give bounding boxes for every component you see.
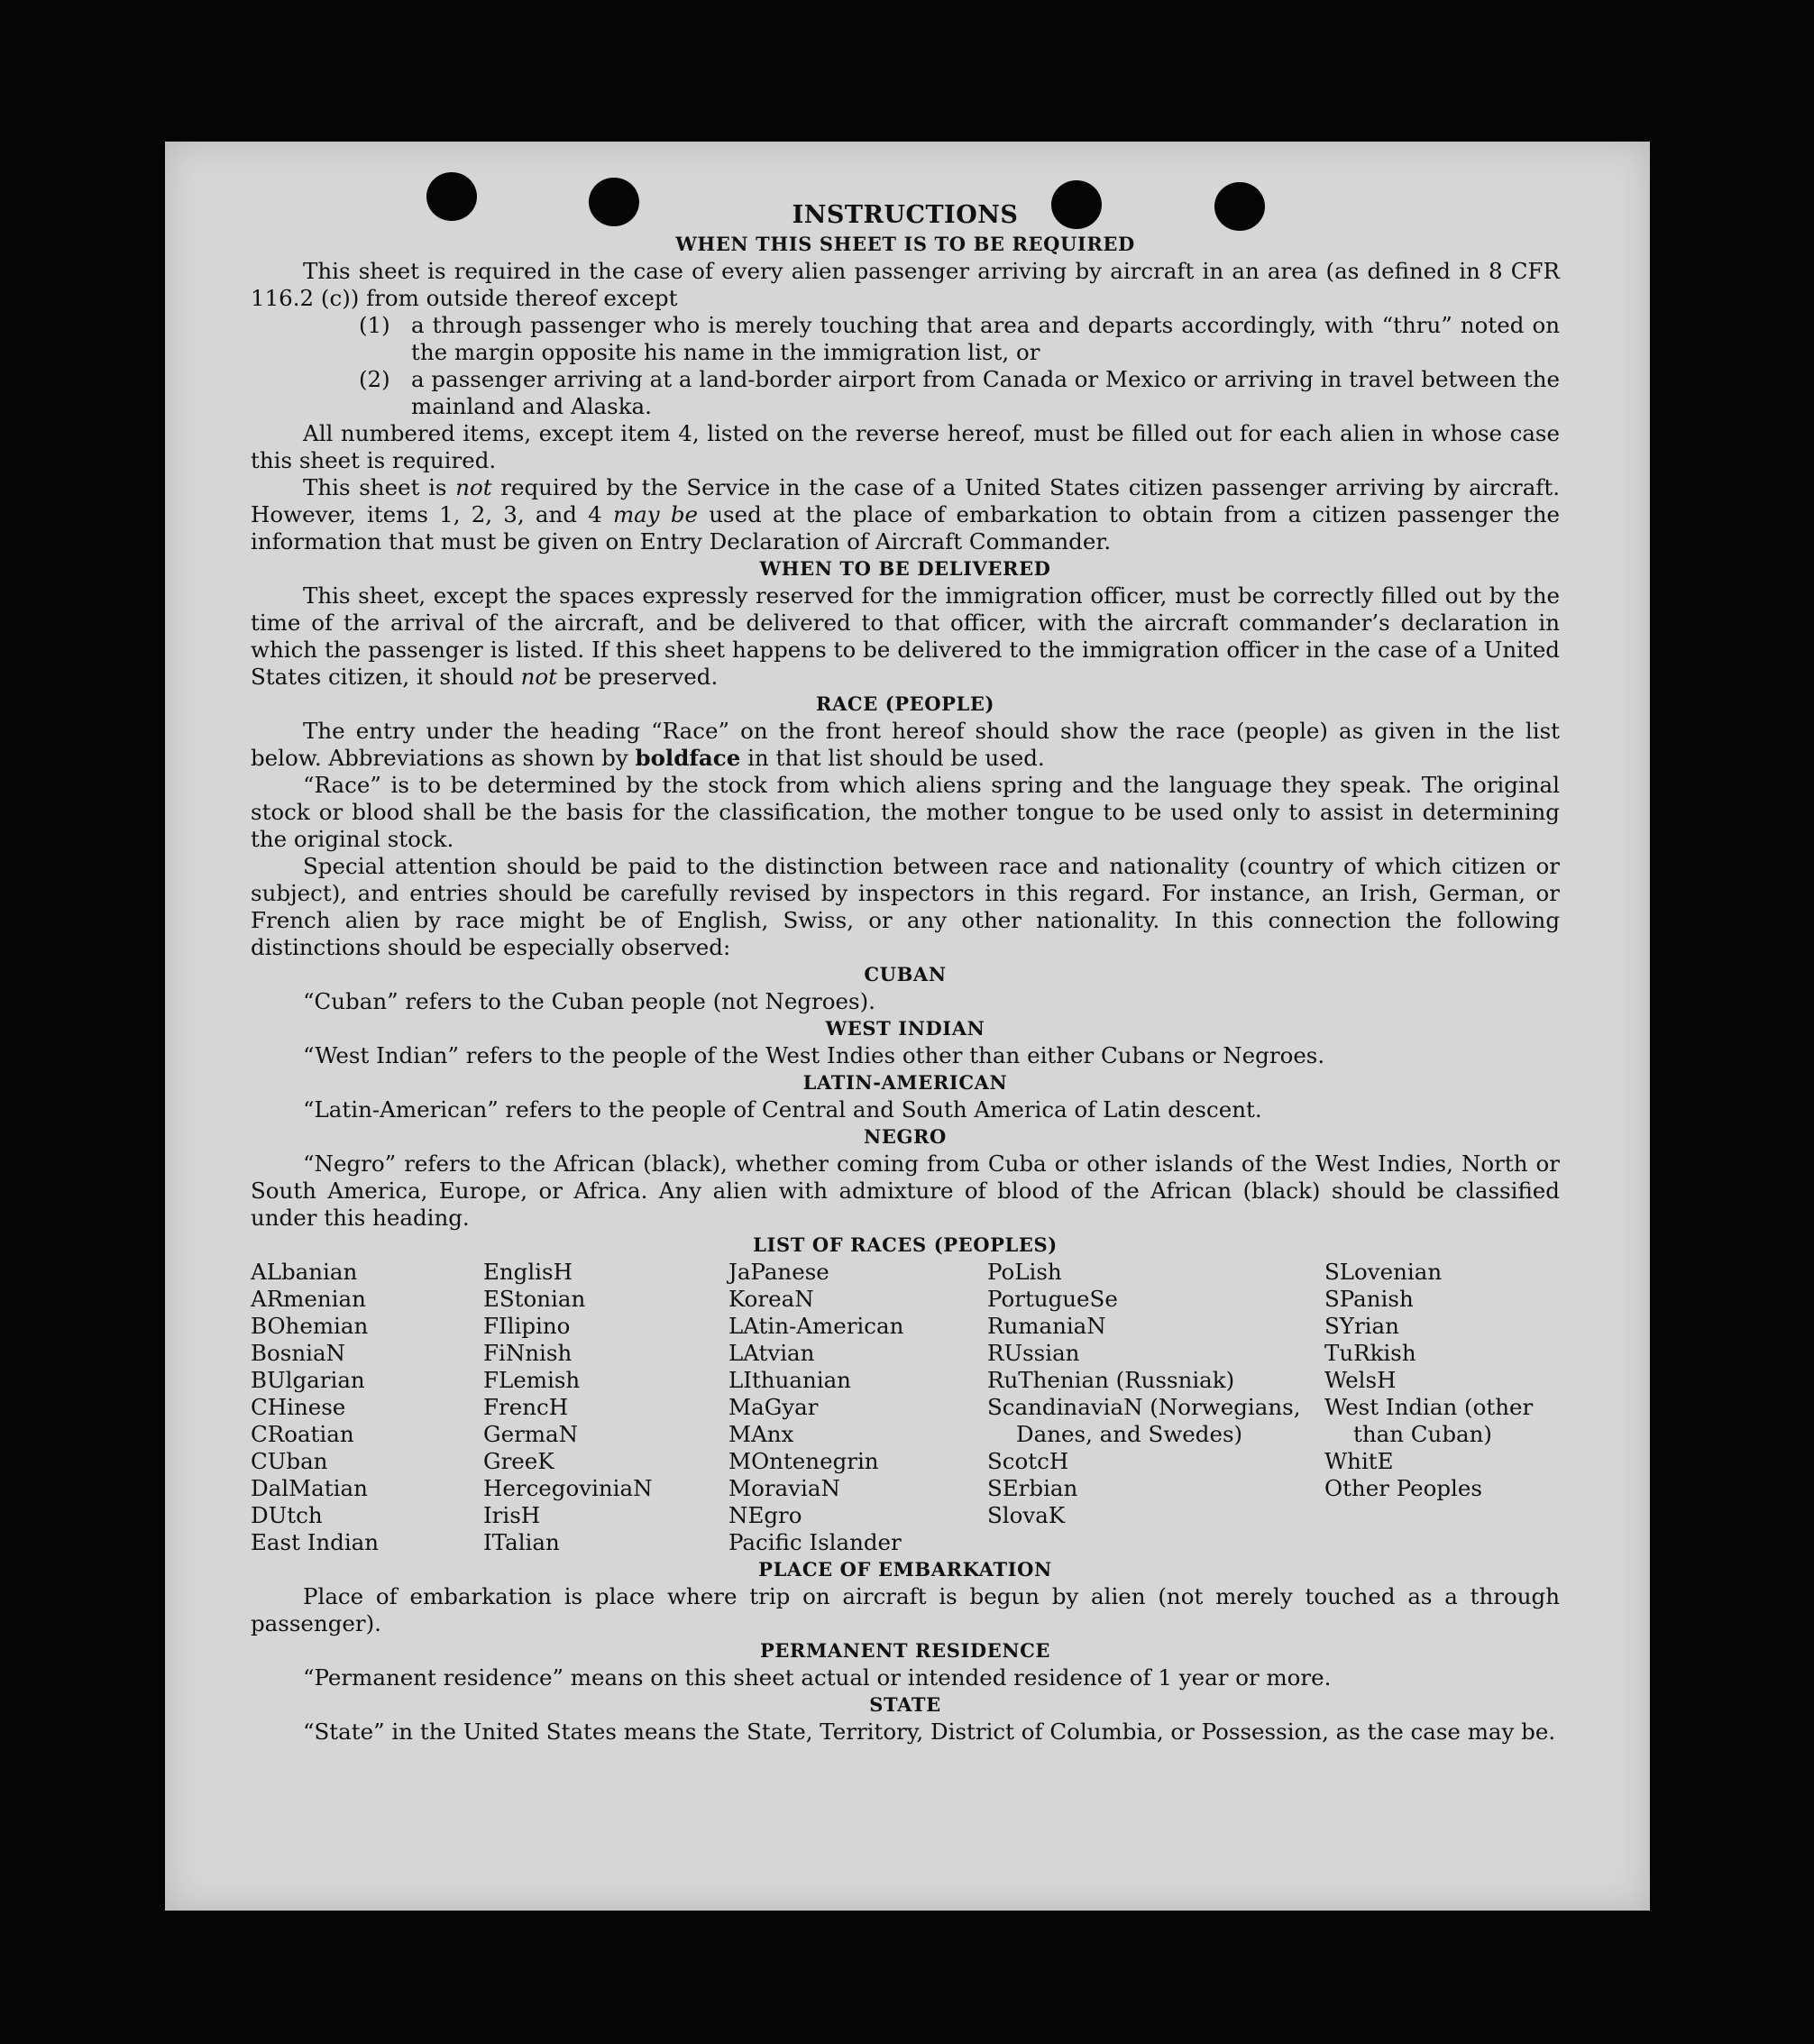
race-entry: EnglisH <box>483 1259 573 1285</box>
race-entry: JaPanese <box>728 1259 829 1285</box>
paragraph: “Race” is to be determined by the stock from which aliens spring and the language they speak. The original stock or blood shall be the basis for the classification, the mother tongue to be used only to assist in determining the original stock. <box>251 772 1560 852</box>
race-column <box>1324 1259 1560 1556</box>
race-column <box>728 1259 987 1556</box>
paragraph: This sheet is required in the case of every alien passenger arriving by aircraft in an area (as defined in 8 CFR 116.2 (c)) from outside thereof except <box>251 258 1560 311</box>
race-entry: IrisH <box>483 1502 541 1528</box>
race-entry: TuRkish <box>1324 1340 1416 1366</box>
heading-permanent-residence: PERMANENT RESIDENCE <box>759 1639 1051 1662</box>
race-entry: RumaniaN <box>987 1313 1106 1339</box>
heading-west-indian: WEST INDIAN <box>825 1017 985 1040</box>
race-entry: SLovenian <box>1324 1259 1443 1285</box>
item-number: (2) <box>359 366 390 392</box>
race-entry: LIthuanian <box>728 1367 851 1393</box>
race-entry: ALbanian <box>251 1259 358 1285</box>
race-list <box>251 1259 1560 1556</box>
text-run: The entry under the heading “Race” on the front hereof should show the race (people) as given in the list below. Abbreviations as shown by <box>251 718 1560 771</box>
paragraph: “Latin-American” refers to the people of Central and South America of Latin descent. <box>303 1096 1262 1123</box>
race-entry: FrencH <box>483 1394 569 1420</box>
heading-when-required: WHEN THIS SHEET IS TO BE REQUIRED <box>675 233 1135 255</box>
race-entry: MaGyar <box>728 1394 819 1420</box>
race-entry: CRoatian <box>251 1421 354 1447</box>
race-entry: CUban <box>251 1448 328 1474</box>
race-entry: BUlgarian <box>251 1367 365 1393</box>
text-run: used at the place of embarkation to obtain from a citizen passenger the information that must be given on Entry Declaration of Aircraft Commander. <box>251 501 1560 555</box>
race-entry: PortugueSe <box>987 1286 1118 1312</box>
emphasis: may be <box>612 501 699 527</box>
race-entry: SPanish <box>1324 1286 1414 1312</box>
race-entry: SErbian <box>987 1475 1078 1501</box>
paragraph: Special attention should be paid to the distinction between race and nationality (country of which citizen or subject), and entries should be carefully revised by inspectors in this regard. For instance, an Irish, German, or French alien by race might be of English, Swiss, or any other nationality. In this connection the following distinctions should be especially observed: <box>251 853 1560 960</box>
race-entry: BosniaN <box>251 1340 345 1366</box>
race-entry: PoLish <box>987 1259 1062 1285</box>
race-entry: RuThenian (Russniak) <box>987 1367 1235 1393</box>
race-entry: FIlipino <box>483 1313 571 1339</box>
race-entry: GermaN <box>483 1421 579 1447</box>
race-entry: West Indian (other than Cuban) <box>1324 1394 1534 1447</box>
race-entry: DalMatian <box>251 1475 368 1501</box>
race-entry: DUtch <box>251 1502 323 1528</box>
race-entry: MAnx <box>728 1421 794 1447</box>
race-entry: East Indian <box>251 1529 380 1555</box>
paragraph: “Negro” refers to the African (black), whether coming from Cuba or other islands of the West Indies, North or South America, Europe, or Africa. Any alien with admixture of blood of the African (black) should be classified under this heading. <box>251 1150 1560 1231</box>
heading-latin-american: LATIN-AMERICAN <box>802 1071 1008 1094</box>
text-run: This sheet is <box>303 474 456 500</box>
race-entry: MoraviaN <box>728 1475 840 1501</box>
text-run: This sheet, except the spaces expressly reserved for the immigration officer, must be correctly filled out by the time of the arrival of the aircraft, and be delivered to that officer, with the aircraft commander’s declaration in which the passenger is listed. If this sheet happens to be delivered to the immigration officer in the case of a United States citizen, it should <box>251 582 1560 690</box>
document-title: INSTRUCTIONS <box>792 201 1019 229</box>
heading-negro: NEGRO <box>864 1125 947 1148</box>
heading-cuban: CUBAN <box>864 963 947 985</box>
paragraph: “West Indian” refers to the people of the West Indies other than either Cubans or Negroes. <box>303 1042 1325 1068</box>
race-entry: LAtin-American <box>728 1313 904 1339</box>
paragraph <box>251 718 1560 772</box>
emphasis: not <box>520 664 557 690</box>
instruction-sheet <box>165 142 1650 1911</box>
race-entry: BOhemian <box>251 1313 369 1339</box>
race-entry: Pacific Islander <box>728 1529 902 1555</box>
item-text: a through passenger who is merely touching that area and departs accordingly, with “thru” noted on the margin opposite his name in the immigration list, or <box>411 312 1560 365</box>
item-number: (1) <box>359 312 390 338</box>
race-entry: Other Peoples <box>1324 1475 1482 1501</box>
race-entry: RUssian <box>987 1340 1080 1366</box>
race-column <box>483 1259 728 1556</box>
race-entry: SlovaK <box>987 1502 1066 1528</box>
heading-when-delivered: WHEN TO BE DELIVERED <box>759 557 1051 580</box>
paragraph <box>251 582 1560 691</box>
race-entry: FiNnish <box>483 1340 573 1366</box>
paragraph: Place of embarkation is place where trip on aircraft is begun by alien (not merely touched as a through passenger). <box>251 1583 1560 1636</box>
race-entry: ScandinaviaN (Norwegians, Danes, and Swedes) <box>987 1394 1301 1447</box>
paragraph: “Cuban” refers to the Cuban people (not Negroes). <box>303 988 875 1014</box>
paragraph: “Permanent residence” means on this sheet actual or intended residence of 1 year or more. <box>303 1664 1332 1691</box>
heading-state: STATE <box>869 1693 941 1716</box>
race-entry: GreeK <box>483 1448 554 1474</box>
text-run: in that list should be used. <box>740 745 1045 771</box>
heading-embarkation: PLACE OF EMBARKATION <box>758 1558 1052 1581</box>
text-run: required by the Service in the case of a United States citizen passenger arriving by aircraft. However, items 1, 2, 3, and 4 <box>251 474 1560 527</box>
exception-item <box>359 366 1560 420</box>
race-entry: WhitE <box>1324 1448 1394 1474</box>
heading-race: RACE (PEOPLE) <box>815 692 995 715</box>
race-entry: EStonian <box>483 1286 586 1312</box>
race-entry: SYrian <box>1324 1313 1399 1339</box>
race-entry: ITalian <box>483 1529 560 1555</box>
emphasis: not <box>455 474 492 500</box>
race-column <box>987 1259 1324 1556</box>
item-text: a passenger arriving at a land-border airport from Canada or Mexico or arriving in travel between the mainland and Alaska. <box>411 366 1560 419</box>
bold-text: boldface <box>635 745 741 771</box>
text-run: be preserved. <box>556 664 719 690</box>
paragraph: “State” in the United States means the State, Territory, District of Columbia, or Possession, as the case may be. <box>303 1719 1556 1745</box>
heading-list-of-races: LIST OF RACES (PEOPLES) <box>753 1233 1058 1256</box>
race-column <box>251 1259 483 1556</box>
paragraph <box>251 474 1560 555</box>
race-entry: ScotcH <box>987 1448 1069 1474</box>
race-entry: CHinese <box>251 1394 346 1420</box>
race-entry: HercegoviniaN <box>483 1475 653 1501</box>
exception-item <box>359 312 1560 366</box>
race-entry: WelsH <box>1324 1367 1397 1393</box>
race-entry: MOntenegrin <box>728 1448 879 1474</box>
race-entry: LAtvian <box>728 1340 815 1366</box>
race-entry: NEgro <box>728 1502 802 1528</box>
document-body <box>251 200 1560 1746</box>
race-entry: ARmenian <box>251 1286 366 1312</box>
race-entry: KoreaN <box>728 1286 814 1312</box>
race-entry: FLemish <box>483 1367 581 1393</box>
paragraph: All numbered items, except item 4, listed on the reverse hereof, must be filled out for each alien in whose case this sheet is required. <box>251 420 1560 473</box>
